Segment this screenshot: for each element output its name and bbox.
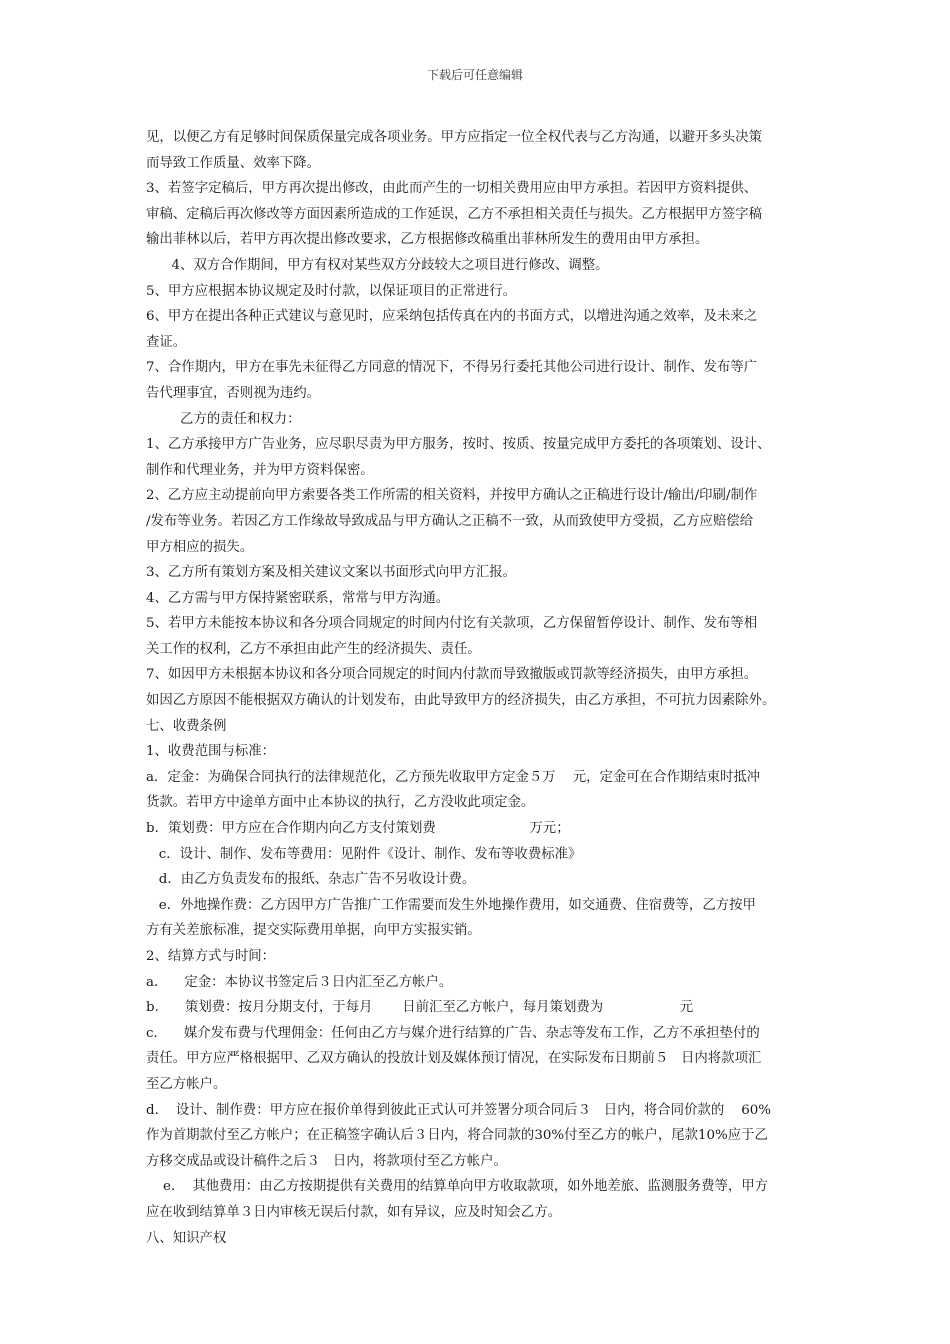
text-line: 方有关差旅标准，提交实际费用单据，向甲方实报实销。 xyxy=(146,923,481,939)
text-line: e. 其他费用：由乙方按期提供有关费用的结算单向甲方收取款项，如外地差旅、监测服务费等，甲方 xyxy=(146,1179,769,1195)
text-line: 告代理事宜，否则视为违约。 xyxy=(146,385,321,401)
text-line: 2、乙方应主动提前向甲方索要各类工作所需的相关资料，并按甲方确认之正稿进行设计/输出/印刷/制作 xyxy=(146,488,758,504)
text-line: a．定金：为确保合同执行的法律规范化，乙方预先收取甲方定金５万 元，定金可在合作期结束时抵冲 xyxy=(146,769,761,785)
section-heading: 七、收费条例 xyxy=(146,718,227,734)
document-body xyxy=(146,125,818,1251)
text-line: 1、乙方承接甲方广告业务，应尽职尽责为甲方服务，按时、按质、按量完成甲方委托的各项策划、设计、 xyxy=(146,437,771,453)
text-line: 如因乙方原因不能根据双方确认的计划发布，由此导致甲方的经济损失，由乙方承担，不可抗力因素除外。 xyxy=(146,693,776,709)
text-line: 2、结算方式与时间： xyxy=(146,949,276,964)
text-line: c． 媒介发布费与代理佣金：任何由乙方与媒介进行结算的广告、杂志等发布工作，乙方不承担垫付的 xyxy=(146,1025,760,1041)
text-line: 7、如因甲方未根据本协议和各分项合同规定的时间内付款而导致撤版或罚款等经济损失，由甲方承担。 xyxy=(146,667,758,683)
text-line: c．设计、制作、发布等费用：见附件《设计、制作、发布等收费标准》 xyxy=(146,846,582,862)
page-header: 下载后可任意编辑 xyxy=(426,68,523,82)
text-line: 6、甲方在提出各种正式建议与意见时，应采纳包括传真在内的书面方式，以增进沟通之效率，及未来之 xyxy=(146,309,758,325)
text-line: d. 设计、制作费：甲方应在报价单得到彼此正式认可并签署分项合同后３ 日内，将合同价款的 60% xyxy=(146,1102,772,1118)
text-line: 4、双方合作期间，甲方有权对某些双方分歧较大之项目进行修改、调整。 xyxy=(146,257,609,273)
section-heading: 乙方的责任和权力： xyxy=(146,411,301,427)
text-line: 甲方相应的损失。 xyxy=(146,539,254,555)
text-line: a． 定金：本协议书签定后３日内汇至乙方帐户。 xyxy=(146,974,453,990)
text-line: 输出菲林以后，若甲方再次提出修改要求，乙方根据修改稿重出菲林所发生的费用由甲方承担。 xyxy=(146,232,709,248)
text-line: e．外地操作费：乙方因甲方广告推广工作需要而发生外地操作费用，如交通费、住宿费等，乙方按甲 xyxy=(146,897,756,913)
text-line: 1、收费范围与标准： xyxy=(146,744,276,760)
text-line: 作为首期款付至乙方帐户；在正稿签字确认后３日内，将合同款的30%付至乙方的帐户，尾款10%应于乙 xyxy=(146,1128,768,1144)
text-line: 5、甲方应根据本协议规定及时付款，以保证项目的正常进行。 xyxy=(146,283,517,299)
text-line: 4、乙方需与甲方保持紧密联系，常常与甲方沟通。 xyxy=(146,590,450,606)
text-line: 5、若甲方未能按本协议和各分项合同规定的时间内付讫有关款项，乙方保留暂停设计、制作、发布等相 xyxy=(146,616,758,632)
text-line: 责任。甲方应严格根据甲、乙双方确认的投放计划及媒体预订情况，在实际发布日期前５ 日内将款项汇 xyxy=(146,1051,762,1067)
text-line: 7、合作期内，甲方在事先未征得乙方同意的情况下，不得另行委托其他公司进行设计、制作、发布等广 xyxy=(146,360,758,376)
text-line: 关工作的权利，乙方不承担由此产生的经济损失、责任。 xyxy=(146,641,481,657)
text-line: 查证。 xyxy=(146,334,187,350)
text-line: 而导致工作质量、效率下降。 xyxy=(146,155,321,171)
text-line: 货款。若甲方中途单方面中止本协议的执行，乙方没收此项定金。 xyxy=(146,795,535,811)
text-line: 见，以便乙方有足够时间保质保量完成各项业务。甲方应指定一位全权代表与乙方沟通，以避开多头决策 xyxy=(146,130,762,145)
text-line: 3、若签字定稿后，甲方再次提出修改，由此而产生的一切相关费用应由甲方承担。若因甲方资料提供、 xyxy=(146,181,758,197)
text-line: 3、乙方所有策划方案及相关建议文案以书面形式向甲方汇报。 xyxy=(146,565,517,581)
text-line: /发布等业务。若因乙方工作缘故导致成品与甲方确认之正稿不一致，从而致使甲方受损，乙方应赔偿给 xyxy=(146,513,754,529)
text-line: b．策划费：甲方应在合作期内向乙方支付策划费 万元； xyxy=(146,821,570,837)
section-heading: 八、知识产权 xyxy=(146,1230,227,1246)
text-line: d．由乙方负责发布的报纸、杂志广告不另收设计费。 xyxy=(146,872,476,888)
text-line: 应在收到结算单３日内审核无误后付款，如有异议，应及时知会乙方。 xyxy=(146,1204,562,1220)
text-line: b． 策划费：按月分期支付，于每月 日前汇至乙方帐户，每月策划费为 元 xyxy=(146,1000,694,1016)
text-line: 审稿、定稿后再次修改等方面因素所造成的工作延误，乙方不承担相关责任与损失。乙方根据甲方签字稿 xyxy=(146,206,762,222)
text-line: 方移交成品或设计稿件之后３ 日内，将款项付至乙方帐户。 xyxy=(146,1153,507,1169)
text-line: 至乙方帐户。 xyxy=(146,1076,227,1092)
text-line: 制作和代理业务，并为甲方资料保密。 xyxy=(146,462,374,478)
